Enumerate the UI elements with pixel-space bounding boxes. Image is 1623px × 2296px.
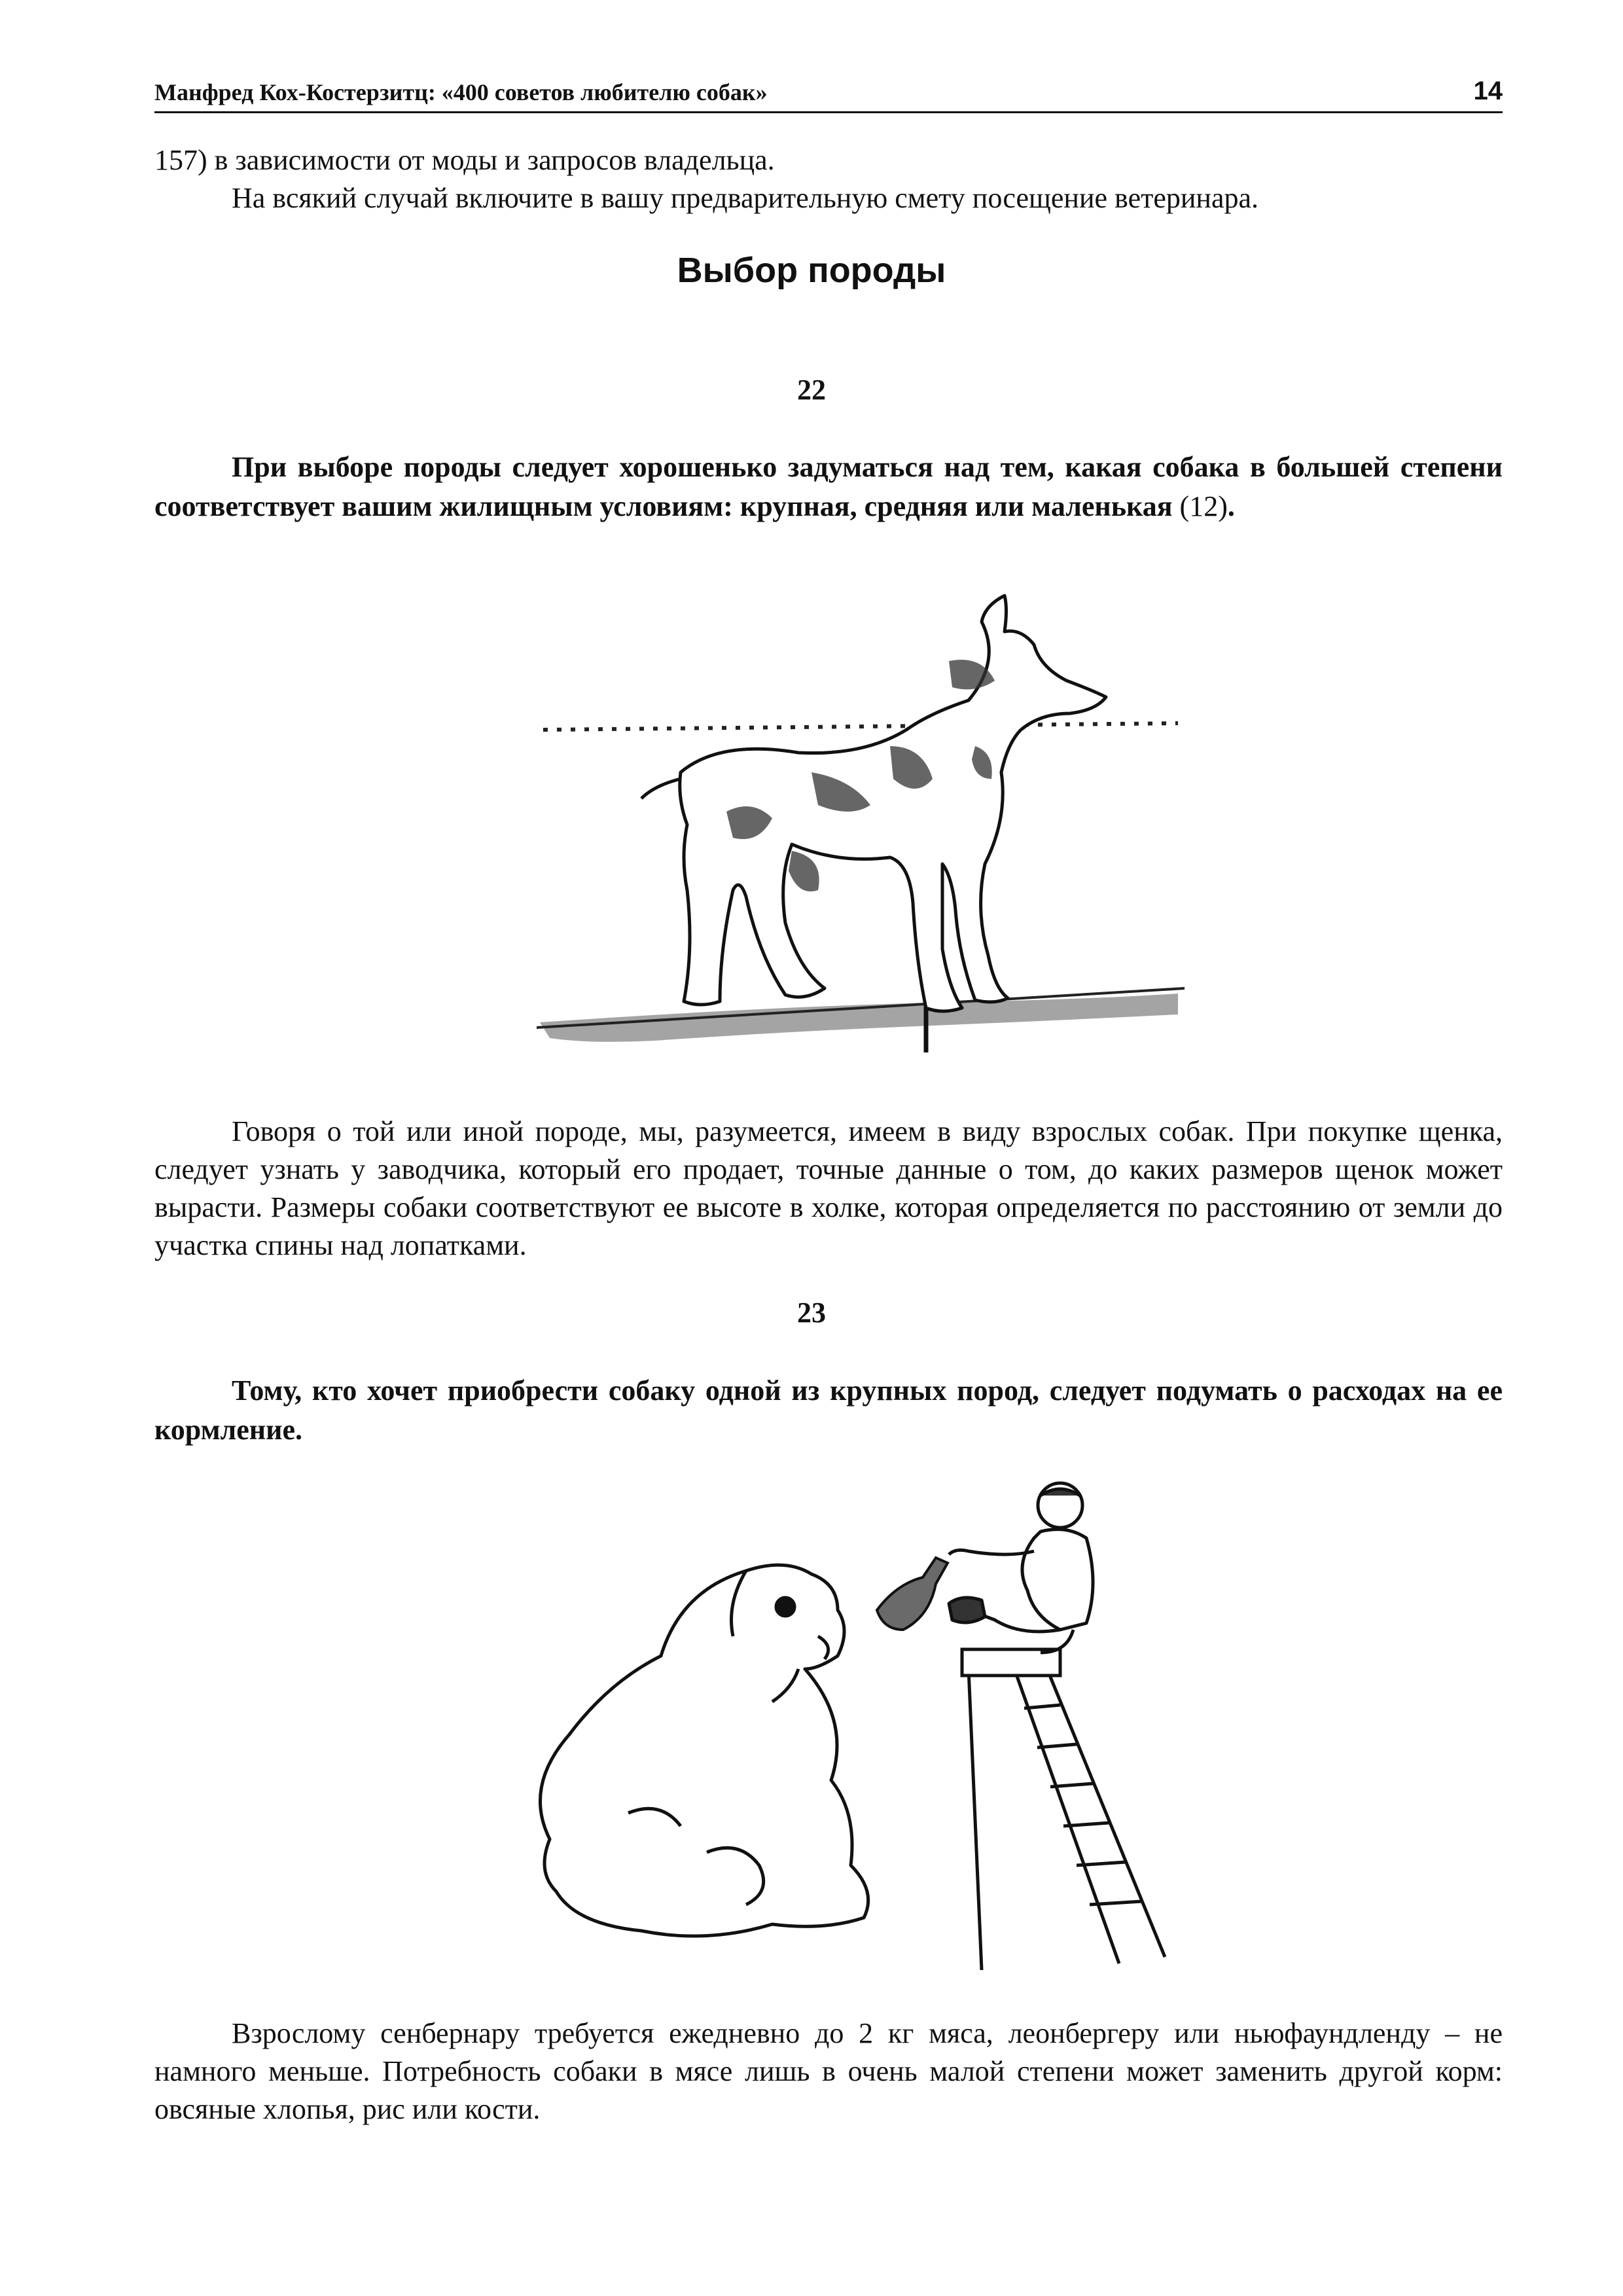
tip-number-23: 23 [797, 1297, 826, 1329]
intro-line-2: На всякий случай включите в вашу предварительную смету посещение ветеринара. [232, 182, 1259, 214]
reference-line [543, 723, 1178, 730]
man-figure [949, 1483, 1093, 1653]
dog-feeding-illustration [510, 1473, 1243, 1996]
tip-23-body: Взрослому сенбернару требуется ежедневно до 2 кг мяса, леонбергеру или ньюфаундленду – не намного меньше. Потребность собаки в мясе лишь в очень малой степени может заменить другой корм: овсяные хлопья, рис или кости. [154, 2017, 1503, 2125]
large-dog-figure [540, 1565, 868, 1936]
tip-23-headline: Тому, кто хочет приобрести собаку одной из крупных пород, следует подумать о расходах на ее кормление. [154, 1374, 1503, 1446]
dog-figure [641, 596, 1106, 1011]
tip-22-ref: (12) [1179, 490, 1228, 522]
book-title: Манфред Кох-Костерзитц: «400 советов любителю собак» [154, 79, 768, 105]
tip-22-body: Говоря о той или иной породе, мы, разумеется, имеем в виду взрослых собак. При покупке щенка, следует узнать у заводчика, который его продает, точные данные о том, до каких размеров щенок может вырасти. Размеры собаки соответствуют ее высоте в холке, которая определяется по расстоянию от земли до участка спины над лопатками. [154, 1115, 1503, 1261]
page-header [154, 71, 1503, 113]
tip-22-headline [154, 448, 1503, 526]
meat-figure [877, 1558, 948, 1630]
section-title: Выбор породы [677, 251, 946, 290]
ground-shadow [540, 994, 1178, 1042]
page-number: 14 [1473, 77, 1503, 105]
tip-22-end: . [1227, 490, 1235, 522]
intro-line-1: 157) в зависимости от моды и запросов владельца. [154, 144, 775, 176]
tip-number-22: 22 [797, 374, 826, 406]
tip-22-headline-text: При выборе породы следует хорошенько задуматься над тем, какая собака в большей степени соответствует вашим жилищным условиям: крупная, средняя или маленькая [154, 451, 1503, 522]
ladder-figure [962, 1649, 1165, 1970]
dog-height-illustration [524, 583, 1198, 1080]
